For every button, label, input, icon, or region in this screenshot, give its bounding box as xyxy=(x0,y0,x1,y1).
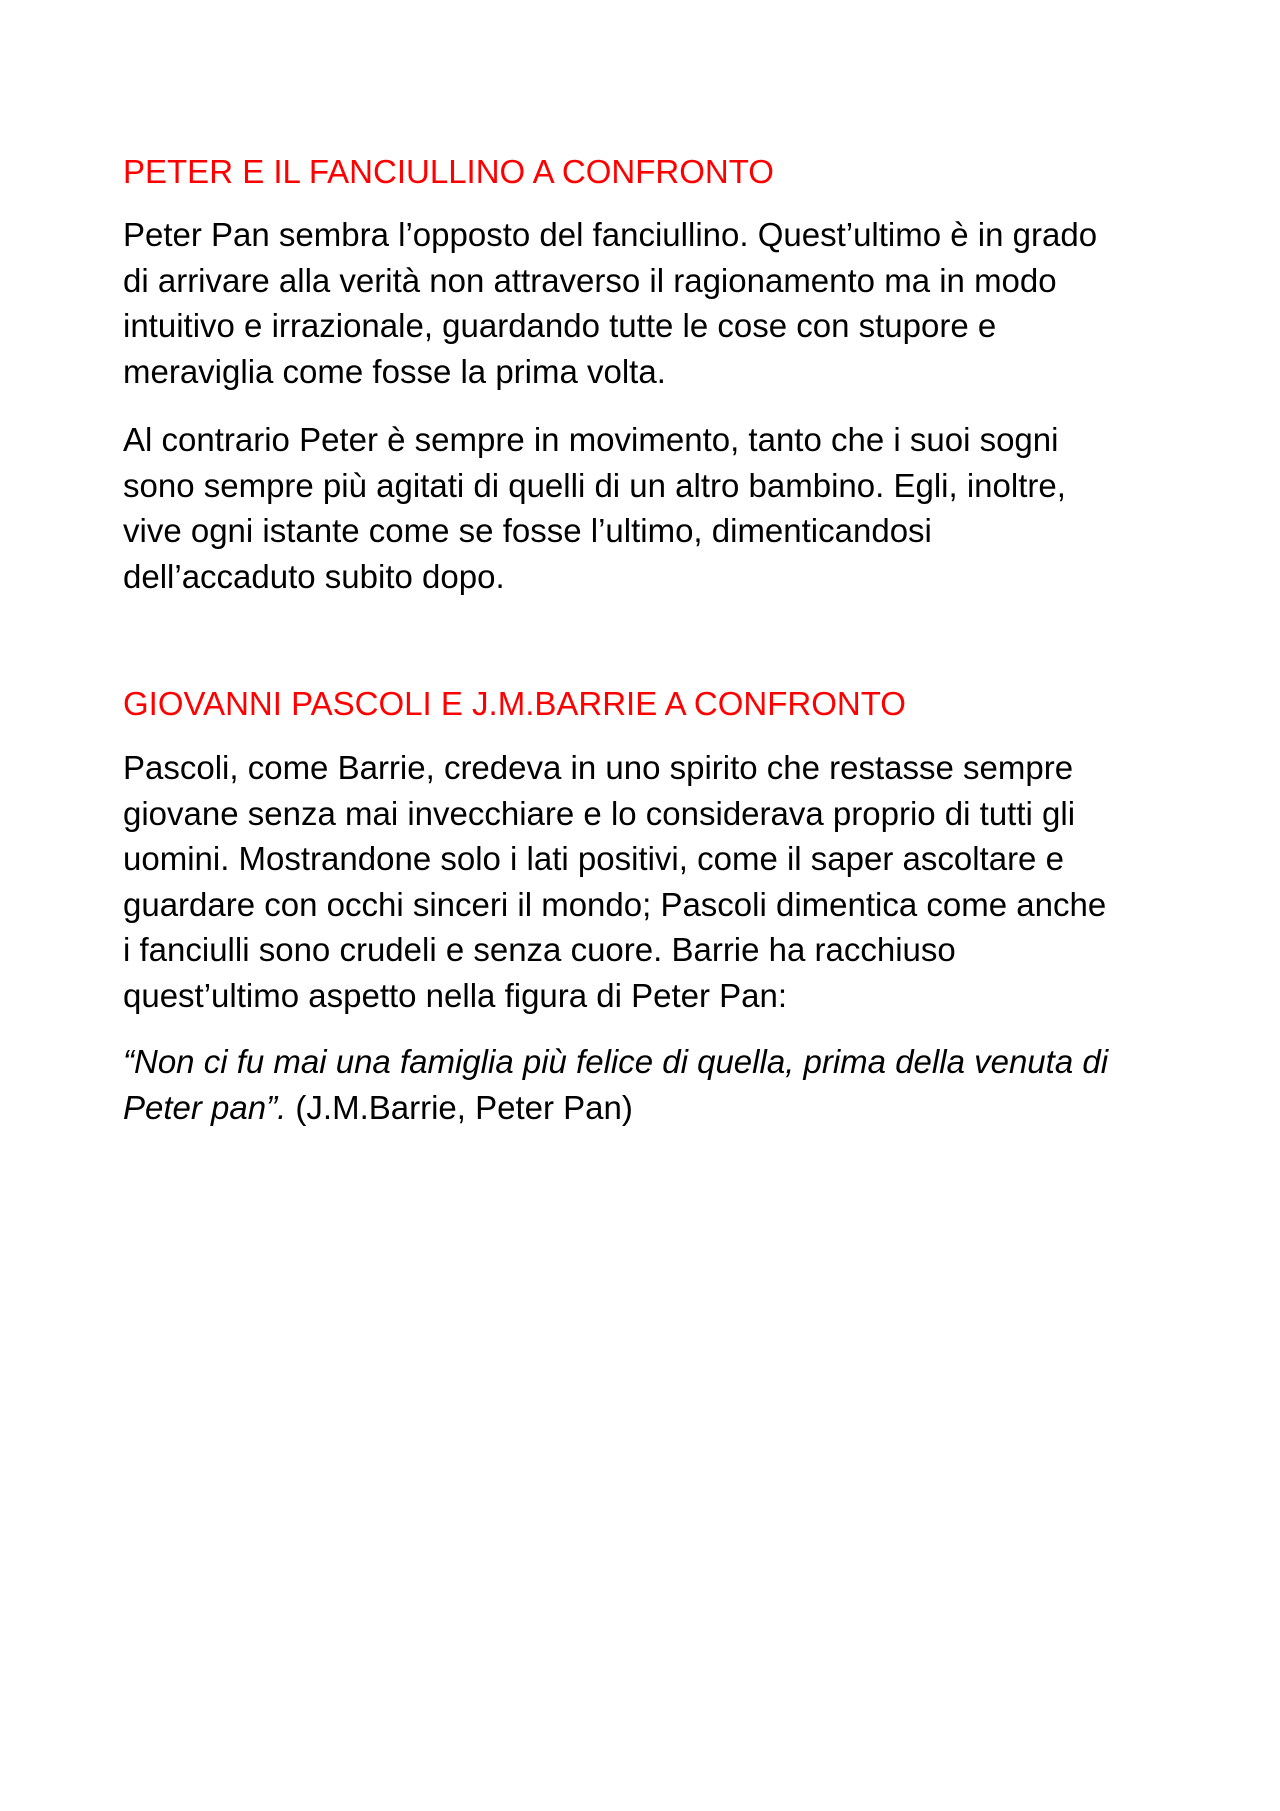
quote-citation: (J.M.Barrie, Peter Pan) xyxy=(286,1088,633,1126)
section-heading-pascoli-barrie: GIOVANNI PASCOLI E J.M.BARRIE A CONFRONTO xyxy=(123,685,906,722)
quote-text-line: “Non ci fu mai una famiglia più felice di quella, prima della venuta di xyxy=(123,1043,1109,1080)
quote-last-line xyxy=(123,1085,1163,1131)
text-line: giovane senza mai invecchiare e lo considerava proprio di tutti gli xyxy=(123,794,1076,832)
section-heading-peter-fanciullino: PETER E IL FANCIULLINO A CONFRONTO xyxy=(123,153,774,190)
text-line: sono sempre più agitati di quelli di un altro bambino. Egli, inoltre, xyxy=(123,466,1066,504)
text-line: i fanciulli sono crudeli e senza cuore. Barrie ha racchiuso xyxy=(123,931,956,968)
paragraph-peter-movimento xyxy=(123,417,1163,599)
text-line: Al contrario Peter è sempre in movimento, tanto che i suoi sogni xyxy=(123,421,1059,458)
text-line: di arrivare alla verità non attraverso il ragionamento ma in modo xyxy=(123,261,1057,299)
quote-text-end: Peter pan”. xyxy=(123,1088,287,1126)
quotation xyxy=(123,1039,1163,1130)
text-line: Pascoli, come Barrie, credeva in uno spirito che restasse sempre xyxy=(123,749,1074,786)
text-line: uomini. Mostrandone solo i lati positivi, come il saper ascoltare e xyxy=(123,840,1064,877)
paragraph-peter-opposto xyxy=(123,212,1163,394)
text-line: guardare con occhi sinceri il mondo; Pascoli dimentica come anche xyxy=(123,885,1107,923)
document-page xyxy=(123,150,1163,1130)
text-line: quest’ultimo aspetto nella figura di Peter Pan: xyxy=(123,976,788,1014)
text-line: meraviglia come fosse la prima volta. xyxy=(123,352,666,390)
paragraph-pascoli-barrie xyxy=(123,745,1163,1018)
text-line: intuitivo e irrazionale, guardando tutte le cose con stupore e xyxy=(123,307,997,344)
text-line: dell’accaduto subito dopo. xyxy=(123,557,505,595)
text-line: Peter Pan sembra l’opposto del fanciullino. Quest’ultimo è in grado xyxy=(123,216,1098,253)
text-line: vive ogni istante come se fosse l’ultimo, dimenticandosi xyxy=(123,512,932,549)
